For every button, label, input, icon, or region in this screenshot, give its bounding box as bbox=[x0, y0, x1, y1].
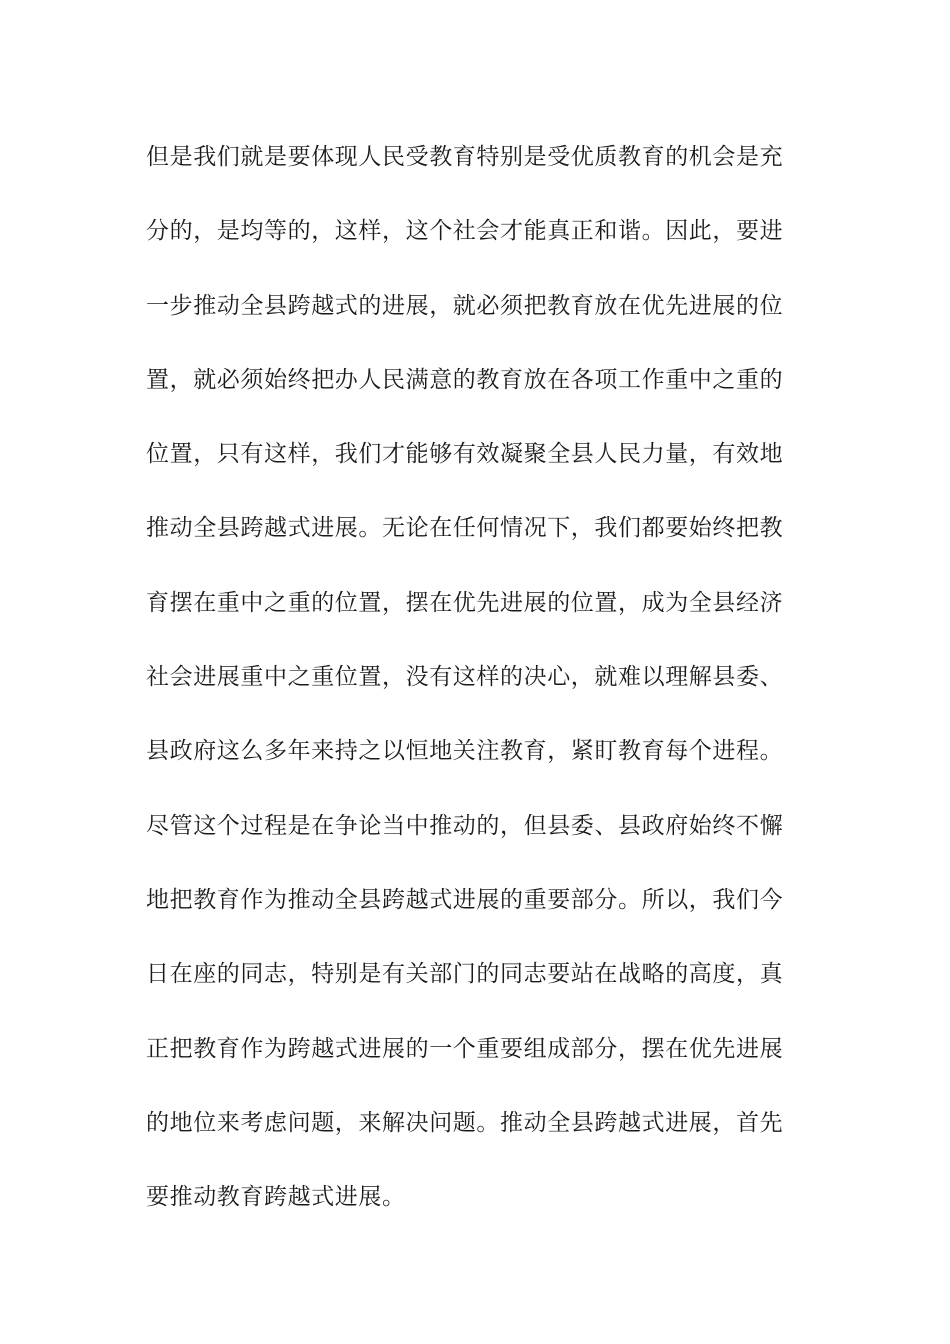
text-line-1: 但是我们就是要体现人民受教育特别是受优质教育的机会是充 bbox=[146, 144, 784, 170]
text-line-10: 尽管这个过程是在争论当中推动的，但县委、县政府始终不懈 bbox=[146, 812, 784, 839]
body-text bbox=[146, 133, 806, 1247]
text-line-9: 县政府这么多年来持之以恒地关注教育，紧盯教育每个进程。 bbox=[146, 738, 784, 765]
text-line-7: 育摆在重中之重的位置，摆在优先进展的位置，成为全县经济 bbox=[146, 589, 784, 616]
text-line-2: 分的，是均等的，这样，这个社会才能真正和谐。因此，要进 bbox=[146, 218, 784, 245]
text-line-3: 一步推动全县跨越式的进展，就必须把教育放在优先进展的位 bbox=[146, 292, 784, 319]
text-line-5: 位置，只有这样，我们才能够有效凝聚全县人民力量，有效地 bbox=[146, 441, 784, 468]
text-line-15: 要推动教育跨越式进展。 bbox=[146, 1184, 406, 1211]
text-line-11: 地把教育作为推动全县跨越式进展的重要部分。所以，我们今 bbox=[146, 886, 784, 913]
text-line-4: 置，就必须始终把办人民满意的教育放在各项工作重中之重的 bbox=[146, 366, 784, 393]
text-line-12: 日在座的同志，特别是有关部门的同志要站在战略的高度，真 bbox=[146, 961, 784, 988]
text-line-8: 社会进展重中之重位置，没有这样的决心，就难以理解县委、 bbox=[146, 664, 784, 691]
text-line-14: 的地位来考虑问题，来解决问题。推动全县跨越式进展，首先 bbox=[146, 1109, 784, 1136]
text-line-13: 正把教育作为跨越式进展的一个重要组成部分，摆在优先进展 bbox=[146, 1035, 784, 1062]
text-line-6: 推动全县跨越式进展。无论在任何情况下，我们都要始终把教 bbox=[146, 515, 784, 542]
